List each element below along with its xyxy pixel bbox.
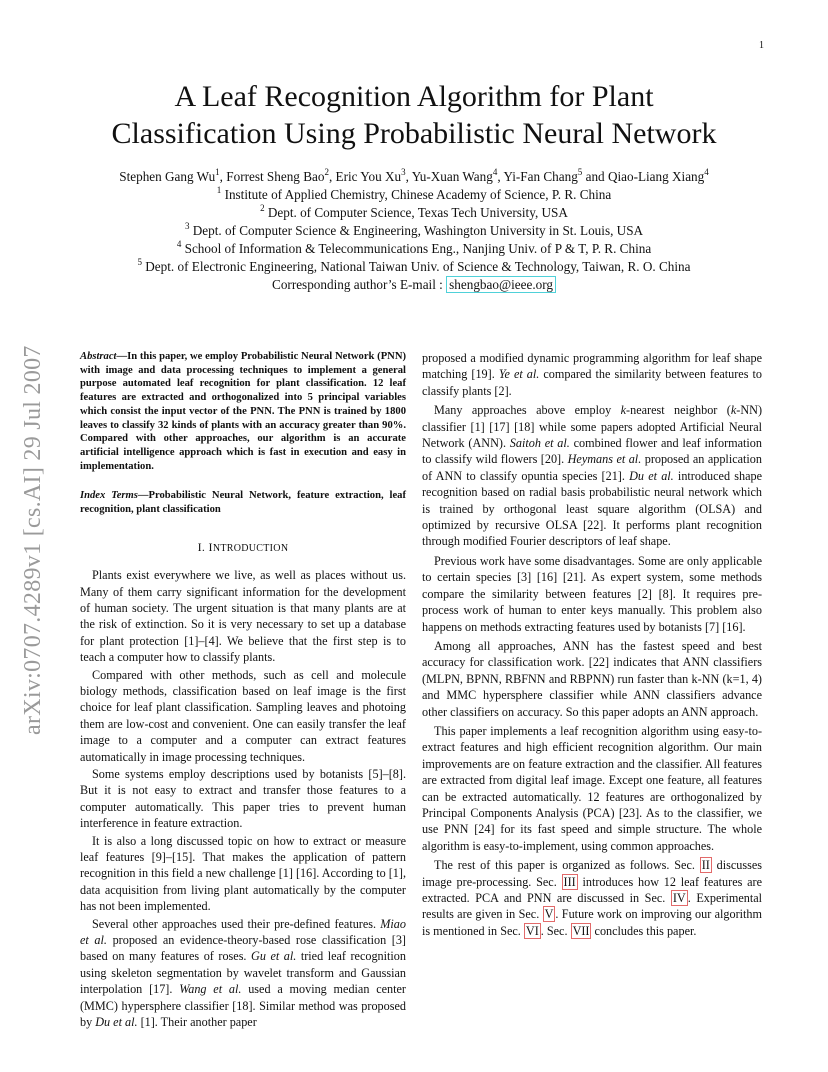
paragraph: proposed a modified dynamic programming algorithm for leaf shape matching [19]. Ye et al. compared the similarity between features to classify plants [2]. bbox=[422, 351, 762, 398]
paper-title bbox=[0, 78, 828, 152]
affiliation: $^5$ Dept. of Electronic Engineering, National Taiwan Univ. of Science & Technology, Taiwan, R. O. China bbox=[137, 256, 691, 274]
paragraph: It is also a long discussed topic on how to extract or measure leaf features [9]–[15]. That makes the application of pattern recognition in this field a new challenge [1] [16]. According to [1], data acquisition from living plant automatically by the computer has not been implemented. bbox=[80, 833, 406, 914]
author-name: Stephen Gang Wu bbox=[119, 169, 216, 184]
paragraph: Previous work have some disadvantages. Some are only applicable to certain species [3] [16] [21]. As expert system, some methods compare the similarity between features [2] [8]. It requires pre-process work of human to enter keys manually. This problem also happens on methods extracting features used by botanists [7] [16]. bbox=[422, 553, 762, 634]
arxiv-stamp[interactable]: arXiv:0707.4289v1 [cs.AI] 29 Jul 2007 bbox=[20, 345, 46, 735]
paragraph: Several other approaches used their pre-defined features. Miao et al. proposed an evidence-theory-based rose classification [3] based on many features of roses. Gu et al. tried leaf recognition using skeleton segmentation by wavelet transform and Gaussian interpolation [17]. Wang et al. used a moving median center (MMC) hypersphere classifier [18]. Similar method was proposed by Du et al. [1]. Their another paper bbox=[80, 916, 406, 1030]
affiliation: $^4$ School of Information & Telecommunications Eng., Nanjing Univ. of P & T, P. R. China bbox=[176, 238, 652, 256]
paragraph: Some systems employ descriptions used by botanists [5]–[8]. But it is not easy to extract and transfer those features to a computer automatically. This paper tries to prevent human interference in feature extraction. bbox=[80, 767, 406, 831]
section-link[interactable]: IV bbox=[672, 891, 686, 905]
paragraph: Many approaches above employ k-nearest neighbor (k-NN) classifier [1] [17] [18] while some papers adopted Artificial Neural Network (ANN). Saitoh et al. combined flower and leaf information to classify wild flowers [20]. Heymans et al. proposed an application of ANN to classify opuntia species [21]. Du et al. introduced shape recognition based on radial basis probabilistic neural network which is trained by orthogonal least square algorithm (OLSA) and optimized by recursive OLSA [22]. It performs plant recognition through modified Fourier descriptors of leaf shape. bbox=[422, 403, 763, 549]
affiliation-mark: 5 bbox=[577, 166, 583, 177]
right-column bbox=[422, 350, 762, 942]
front-matter bbox=[40, 168, 788, 294]
left-column bbox=[80, 350, 406, 1032]
affiliation: $^1$ Institute of Applied Chemistry, Chinese Academy of Science, P. R. China bbox=[216, 184, 612, 202]
abstract: Abstract—In this paper, we employ Probabilistic Neural Network (PNN) with image and data processing techniques to implement a general purpose automated leaf recognition for plant classification. 12 leaf features are extracted and orthogonalized into 5 principal variables which consist the input vector of the PNN. The PNN is trained by 1800 leaves to classify 32 kinds of plants with an accuracy greater than 90%. Compared with other approaches, our algorithm is an accurate artificial intelligence approach which is fast in execution and easy in implementation. bbox=[80, 351, 406, 472]
affiliation: $^2$ Dept. of Computer Science, Texas Tech University, USA bbox=[260, 202, 568, 220]
title-line-1: A Leaf Recognition Algorithm for Plant bbox=[174, 80, 654, 113]
author-name: Forrest Sheng Bao bbox=[226, 169, 325, 184]
index-terms: Index Terms—Probabilistic Neural Network, feature extraction, leaf recognition, plant classification bbox=[80, 490, 406, 516]
section-link[interactable]: II bbox=[701, 858, 710, 873]
affiliation-mark: 2 bbox=[324, 166, 329, 177]
author-name: Yu-Xuan Wang bbox=[411, 169, 493, 184]
section-link[interactable]: VI bbox=[525, 923, 539, 938]
section-link[interactable]: VII bbox=[572, 923, 590, 938]
affiliation-mark: 1 bbox=[215, 166, 220, 177]
section-link[interactable]: III bbox=[563, 874, 576, 889]
paragraph: Among all approaches, ANN has the fastest speed and best accuracy for classification work. [22] indicates that ANN classifiers (MLPN, BPNN, RBFNN and RBPNN) run faster than k-NN (k=1, 4) and MMC hypersphere classifier while ANN classifiers advance other classifiers on accuracy. So this paper adopts an ANN approach. bbox=[422, 638, 762, 719]
affiliation-mark: 3 bbox=[401, 166, 406, 177]
paragraph: The rest of this paper is organized as follows. Sec. II discusses image pre-processing. Sec. III introduces how 12 leaf features are extracted. PCA and PNN are discussed in Sec. IV . Experimental results are given in Sec. V . Future work on improving our algorithm is mentioned in Sec. VI . Sec. VII concludes this paper. bbox=[422, 858, 763, 938]
author-list: Stephen Gang Wu$^1$, Forrest Sheng Bao$^2$, Eric You Xu$^3$, Yu-Xuan Wang$^4$, Yi-Fan Chang$^5$ and Qiao-Liang Xiang$^4$ bbox=[119, 166, 709, 184]
author-name: Eric You Xu bbox=[335, 169, 402, 184]
affiliation-mark: 4 bbox=[704, 166, 709, 177]
title-line-2: Classification Using Probabilistic Neural Network bbox=[111, 117, 717, 150]
author-name: Yi-Fan Chang bbox=[503, 169, 578, 184]
paragraph: Compared with other methods, such as cell and molecule biology methods, classification based on leaf image is the first choice for leaf plant classification. Sampling leaves and photoing them are low-cost and convenient. One can easily transfer the leaf image to a computer and a computer can extract features automatically in image processing techniques. bbox=[80, 667, 406, 764]
paragraph: This paper implements a leaf recognition algorithm using easy-to-extract features and high efficient recognition algorithm. Our main improvements are on feature extraction and the classifier. All features are extracted from digital leaf image. Except one feature, all features can be extracted automatically. 12 features are orthogonalized by Principal Components Analysis (PCA) [23]. As to the classifier, we use PNN [24] for its fast speed and simple structure. The whole algorithm is easy-to-implement, using common approaches. bbox=[422, 723, 762, 853]
email-link[interactable]: shengbao@ieee.org bbox=[446, 276, 556, 293]
correspondence: Corresponding author’s E-mail : shengbao@ieee.org bbox=[40, 276, 788, 294]
paragraph: Plants exist everywhere we live, as well as places without us. Many of them carry significant information for the development of human society. The urgent situation is that many plants are at the risk of extinction. So it is very necessary to set up a database for plant protection [1]–[4]. We believe that the first step is to teach a computer how to classify plants. bbox=[80, 568, 406, 665]
affiliation: $^3$ Dept. of Computer Science & Engineering, Washington University in St. Louis, USA bbox=[184, 220, 644, 238]
section-heading-introduction: I. INTRODUCTION bbox=[197, 539, 289, 554]
author-name: Qiao-Liang Xiang bbox=[607, 169, 705, 184]
page-number: 1 bbox=[759, 40, 764, 51]
section-link[interactable]: V bbox=[544, 907, 554, 922]
affiliation-mark: 4 bbox=[492, 166, 498, 177]
